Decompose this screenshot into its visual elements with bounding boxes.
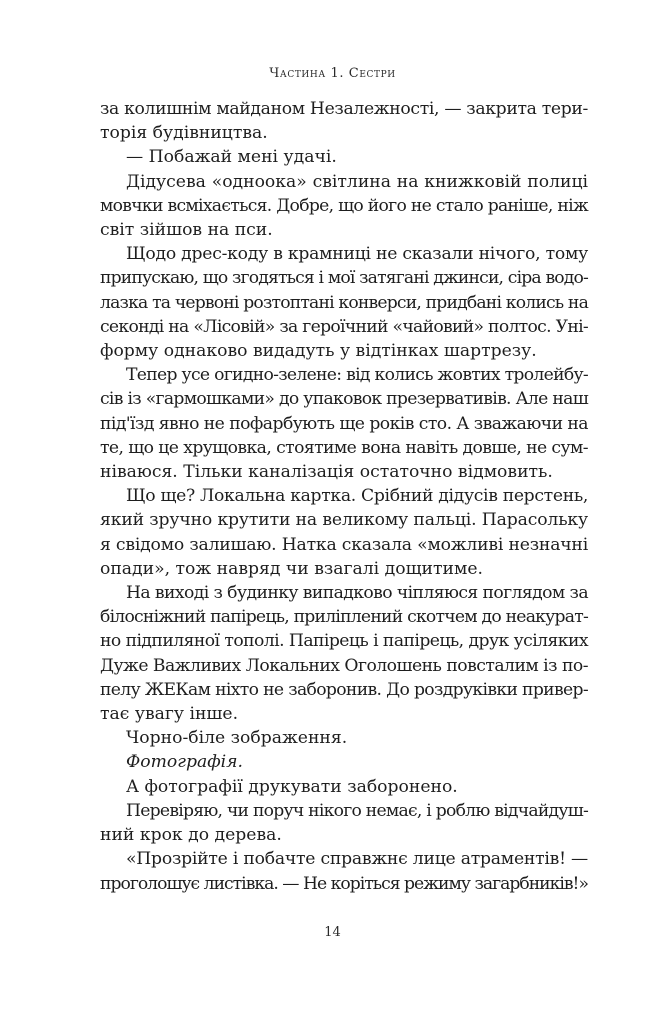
text-line: я свідомо залишаю. Натка сказала «можливі незначні xyxy=(100,534,588,555)
page-number: 14 xyxy=(324,925,341,940)
text-line: но підпиляної тополі. Папірець і папірець, друк усіляких xyxy=(100,631,588,652)
paragraph xyxy=(100,363,588,484)
paragraph xyxy=(100,145,588,169)
text-line: «Прозрійте і побачте справжнє лице атраментів! — xyxy=(126,849,588,870)
paragraph xyxy=(100,97,588,145)
text-line: Щодо дрес-коду в крамниці не сказали нічого, тому xyxy=(126,244,588,265)
text-line: за колишнім майданом Незалежності, — закрита тери- xyxy=(100,99,588,119)
paragraph xyxy=(100,242,588,363)
text-line: опади», тож навряд чи взагалі дощитиме. xyxy=(100,558,483,579)
text-line: Чорно-біле зображення. xyxy=(126,728,348,749)
text-line: проголошує листівка. — Не коріться режиму загарбників!» xyxy=(100,873,588,894)
paragraph xyxy=(100,484,588,581)
text-line: сів із «гармошками» до упаковок презервативів. Але наш xyxy=(100,389,588,410)
text-line: ніваюся. Тільки каналізація остаточно відмовить. xyxy=(100,462,553,483)
text-line: На виході з будинку випадково чіпляюся поглядом за xyxy=(126,583,588,604)
text-line: секонді на «Лісовій» за героїчний «чайовий» полтос. Уні- xyxy=(100,316,588,337)
text-line: Фотографія. xyxy=(126,752,243,773)
text-line: — Побажай мені удачі. xyxy=(126,147,337,168)
paragraph xyxy=(100,581,588,726)
paragraph xyxy=(100,750,588,774)
paragraph xyxy=(100,799,588,847)
text-line: ний крок до дерева. xyxy=(100,825,282,846)
text-line: форму однаково видадуть у відтінках шартрезу. xyxy=(100,341,537,362)
text-line: Перевіряю, чи поруч нікого немає, і роблю відчайдуш- xyxy=(126,800,588,821)
text-line: Що ще? Локальна картка. Срібний дідусів перстень, xyxy=(126,486,588,507)
text-line: пелу ЖЕКам ніхто не заборонив. До роздруківки привер- xyxy=(100,679,588,700)
text-line: під'їзд явно не пофарбують ще років сто. А зважаючи на xyxy=(100,413,588,434)
text-line: білосніжний папірець, приліплений скотчем до неакурат- xyxy=(100,607,588,628)
text-line: торія будівництва. xyxy=(100,123,268,144)
paragraph xyxy=(100,775,588,799)
paragraph xyxy=(100,847,588,895)
body-text xyxy=(100,97,588,896)
text-line: який зручно крутити на великому пальці. Парасольку xyxy=(100,510,588,531)
text-line: мовчки всміхається. Добре, що його не стало раніше, ніж xyxy=(100,195,588,216)
text-line: припускаю, що згодяться і мої затягані джинси, сіра водо- xyxy=(100,268,588,289)
text-line: Тепер усе огидно-зелене: від колись жовтих тролейбу- xyxy=(126,365,588,386)
text-line: А фотографії друкувати заборонено. xyxy=(126,776,458,797)
text-line: тає увагу інше. xyxy=(100,704,239,725)
text-line: те, що це хрущовка, стоятиме вона навіть довше, не сум- xyxy=(100,437,588,458)
text-line: Дуже Важливих Локальних Оголошень повсталим із по- xyxy=(100,655,588,676)
paragraph xyxy=(100,170,588,243)
text-line: лазка та червоні розтоптані конверси, придбані колись на xyxy=(100,292,588,313)
paragraph xyxy=(100,726,588,750)
running-head: Частина 1. Сестри xyxy=(269,66,396,81)
text-line: Дідусева «одноока» світлина на книжковій полиці xyxy=(126,171,588,192)
text-line: світ зійшов на пси. xyxy=(100,220,273,241)
